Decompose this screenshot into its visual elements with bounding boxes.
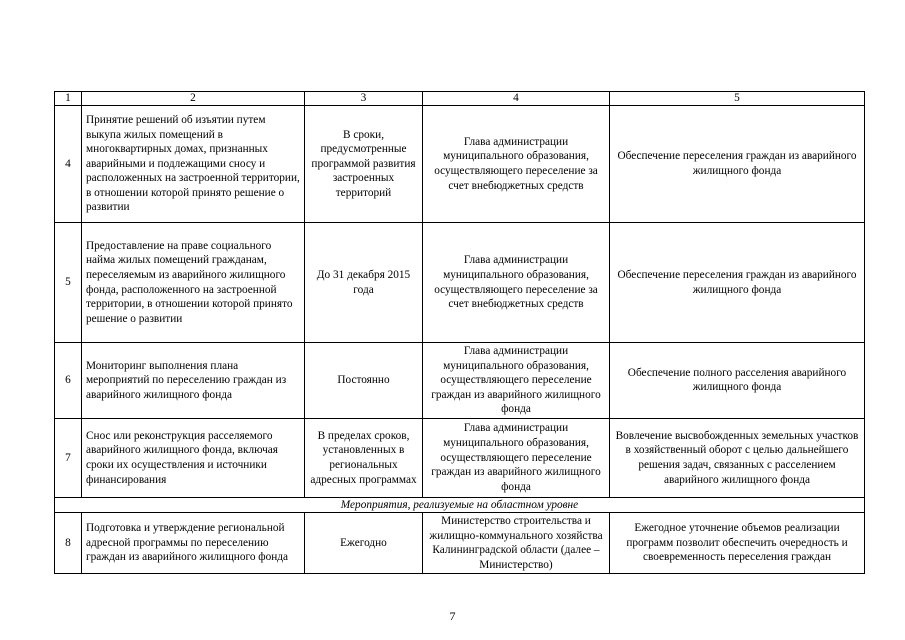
row-responsible: Глава администрации муниципального образования, осуществляющего переселение за счет внебюджетных средств [423, 223, 610, 343]
row-responsible: Министерство строительства и жилищно-коммунального хозяйства Калининградской области (далее – Министерство) [423, 512, 610, 573]
row-result: Ежегодное уточнение объемов реализации программ позволит обеспечить очередность и своевременность переселения граждан [610, 512, 865, 573]
row-term: Постоянно [305, 343, 423, 419]
row-action: Предоставление на праве социального найма жилых помещений гражданам, переселяемым из аварийного жилищного фонда, расположенного на застроенной территории, в отношении которой принято решение о развитии [82, 223, 305, 343]
row-action: Подготовка и утверждение региональной адресной программы по переселению граждан из аварийного жилищного фонда [82, 512, 305, 573]
row-responsible: Глава администрации муниципального образования, осуществляющего переселение граждан из аварийного жилищного фонда [423, 418, 610, 497]
row-responsible: Глава администрации муниципального образования, осуществляющего переселение граждан из аварийного жилищного фонда [423, 343, 610, 419]
table-row [55, 512, 865, 573]
plan-table [54, 91, 865, 574]
row-term: До 31 декабря 2015 года [305, 223, 423, 343]
table-row [55, 106, 865, 223]
row-term: В сроки, предусмотренные программой развития застроенных территорий [305, 106, 423, 223]
row-result: Обеспечение переселения граждан из аварийного жилищного фонда [610, 223, 865, 343]
row-action: Снос или реконструкция расселяемого аварийного жилищного фонда, включая сроки их осуществления и источники финансирования [82, 418, 305, 497]
row-number: 6 [55, 343, 82, 419]
table-row [55, 343, 865, 419]
row-result: Вовлечение высвобожденных земельных участков в хозяйственный оборот с целью дальнейшего решения задач, связанных с расселением аварийного жилищного фонда [610, 418, 865, 497]
row-result: Обеспечение полного расселения аварийного жилищного фонда [610, 343, 865, 419]
page-number: 7 [449, 609, 456, 623]
row-action: Принятие решений об изъятии путем выкупа жилых помещений в многоквартирных домах, признанных аварийными и подлежащими сносу и расположенных на застроенной территории, в отношении которой принято решение о развитии [82, 106, 305, 223]
row-term: В пределах сроков, установленных в региональных адресных программах [305, 418, 423, 497]
table-row [55, 418, 865, 497]
section-label: Мероприятия, реализуемые на областном уровне [55, 497, 865, 512]
row-responsible: Глава администрации муниципального образования, осуществляющего переселение за счет внебюджетных средств [423, 106, 610, 223]
row-action: Мониторинг выполнения плана мероприятий по переселению граждан из аварийного жилищного фонда [82, 343, 305, 419]
section-row [55, 497, 865, 512]
row-number: 5 [55, 223, 82, 343]
row-term: Ежегодно [305, 512, 423, 573]
row-number: 8 [55, 512, 82, 573]
header-cell: 4 [423, 92, 610, 106]
header-cell: 5 [610, 92, 865, 106]
row-number: 7 [55, 418, 82, 497]
table-header-row [55, 92, 865, 106]
header-cell: 2 [82, 92, 305, 106]
header-cell: 3 [305, 92, 423, 106]
table-row [55, 223, 865, 343]
row-result: Обеспечение переселения граждан из аварийного жилищного фонда [610, 106, 865, 223]
row-number: 4 [55, 106, 82, 223]
header-cell: 1 [55, 92, 82, 106]
